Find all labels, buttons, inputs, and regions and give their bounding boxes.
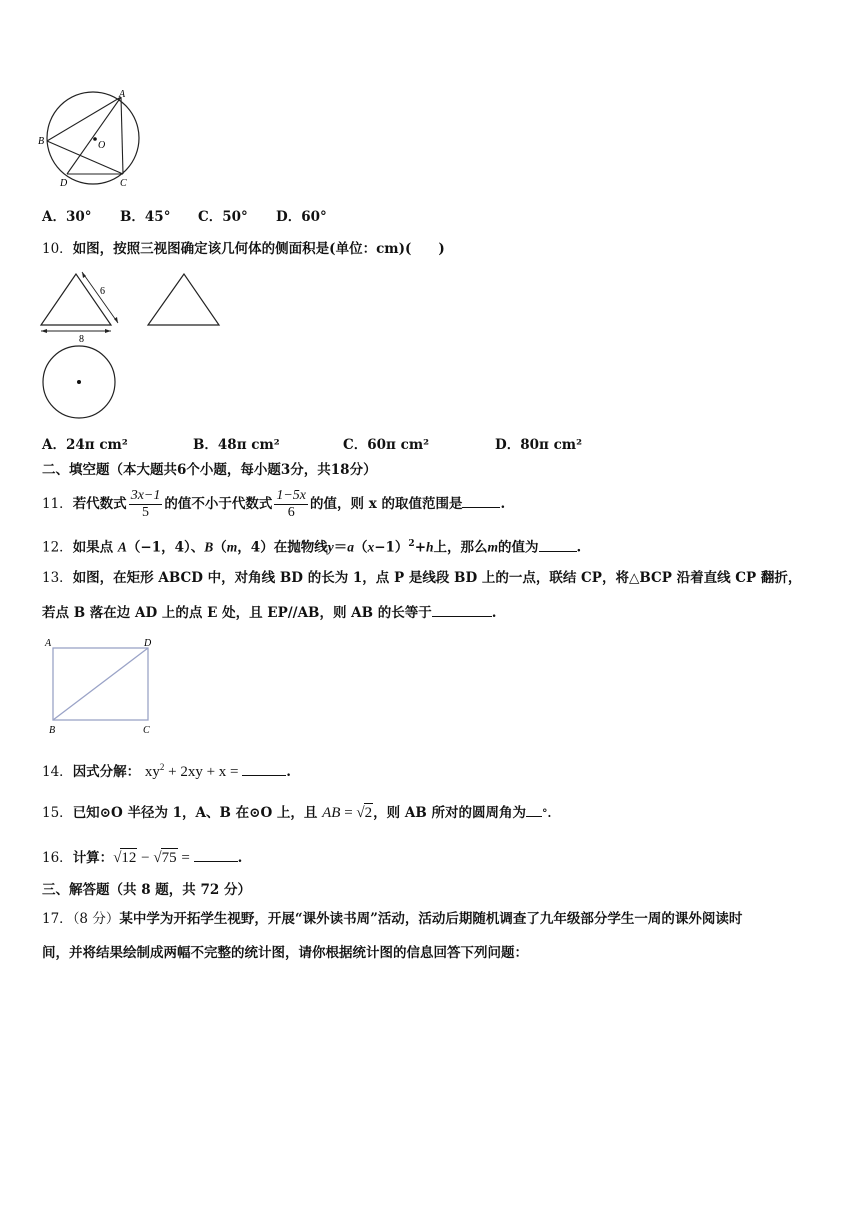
q16-answer-blank[interactable]	[194, 848, 238, 862]
base-length-label: 8	[79, 334, 84, 345]
q14-expr-a: xy	[144, 764, 160, 780]
base-arrow-right	[105, 329, 111, 333]
front-view-triangle	[41, 274, 111, 325]
q10-option-c: C．60π cm²	[343, 437, 430, 453]
q14-expression	[145, 764, 242, 780]
segment-BA	[47, 97, 121, 141]
q11-text-c: 的值，则 x 的取值范围是	[310, 496, 463, 512]
side-length-label: 6	[100, 286, 105, 297]
label-D: D	[144, 638, 152, 649]
q12-coord-b-close: ，4）在抛物线	[237, 539, 328, 556]
q16-text: 计算：	[72, 850, 114, 866]
label-C: C	[120, 178, 127, 189]
q12-coord-a: （−1，4）、	[126, 539, 205, 556]
q12-h: h	[426, 539, 434, 555]
q16-question	[42, 848, 242, 867]
q9-option-d: D．60°	[276, 209, 327, 225]
q13-answer-blank[interactable]	[432, 603, 492, 617]
q14-question	[42, 758, 291, 781]
q12-point-a: A	[117, 539, 127, 555]
side-dimension-line	[82, 272, 118, 323]
q11-frac2-denominator: 6	[287, 505, 295, 520]
q11-answer-blank[interactable]	[462, 494, 500, 508]
q11-number: 11．	[42, 496, 73, 512]
q12-minus-one: −1）	[374, 539, 409, 556]
q15-expression: AB = √2	[322, 805, 373, 821]
q10-option-d: D．80π cm²	[495, 437, 582, 453]
q12-m-2: m	[487, 539, 499, 555]
q9-option-b: B．45°	[120, 209, 171, 225]
q16-end: .	[237, 850, 243, 866]
q10-three-view-figure	[36, 268, 226, 424]
q12-paren-open: （	[353, 539, 368, 556]
q12-text-a: 如果点	[72, 539, 114, 556]
q15-equals: =	[340, 805, 357, 821]
q17-line-2	[42, 944, 528, 962]
q16-root-12: 12	[121, 850, 137, 866]
circumcircle	[47, 92, 139, 184]
q11-frac2-numerator: 1−5x	[276, 488, 307, 503]
label-A: A	[45, 638, 52, 649]
q12-coord-b-open: （	[213, 539, 227, 556]
q15-text-b: ，则 AB 所对的圆周角为	[373, 805, 526, 821]
q9-option-c: C．50°	[198, 209, 248, 225]
q13-line-1	[42, 569, 801, 587]
q15-root: 2	[364, 805, 373, 821]
q12-answer-blank[interactable]	[539, 538, 577, 552]
q16-minus: −	[137, 850, 154, 866]
q10-number: 10．	[42, 241, 73, 257]
q13-line-2	[42, 603, 496, 622]
label-C: C	[143, 725, 150, 736]
q12-y: y	[327, 539, 334, 555]
q17-number: 17．	[42, 911, 73, 927]
q9-option-a: A．30°	[42, 209, 92, 225]
q16-root-75: 75	[161, 850, 177, 866]
q12-point-b: B	[204, 539, 214, 555]
q17-text-2: 间，并将结果绘制成两幅不完整的统计图，请你根据统计图的信息回答下列问题：	[42, 945, 528, 961]
q12-a: a	[347, 539, 354, 555]
q15-ab: AB	[322, 805, 341, 821]
q12-square: 2	[408, 539, 415, 549]
q12-text-b: 上，那么	[433, 539, 488, 556]
q16-number: 16．	[42, 850, 73, 866]
q13-text-2: 若点 B 落在边 AD 上的点 E 处，且 EP//AB，则 AB 的长等于	[42, 605, 432, 621]
q15-number: 15．	[42, 805, 73, 821]
q14-square: 2	[159, 762, 165, 772]
q14-end: .	[286, 764, 291, 780]
q12-x: x	[367, 539, 375, 555]
q10-text: 如图，按照三视图确定该几何体的侧面积是(单位：cm)( )	[72, 241, 445, 257]
q12-m: m	[226, 539, 238, 555]
q12-number: 12．	[42, 539, 73, 556]
q14-answer-blank[interactable]	[242, 762, 286, 776]
label-D: D	[60, 178, 68, 189]
q11-text-b: 的值不小于代数式	[164, 496, 273, 512]
q11-fraction-1	[129, 488, 163, 521]
q13-rectangle-figure	[40, 634, 160, 738]
center-point	[93, 137, 97, 141]
base-arrow-left	[41, 329, 47, 333]
diagonal-bd	[53, 648, 148, 720]
q17-line-1	[42, 910, 742, 928]
label-A: A	[119, 89, 126, 100]
q15-question	[42, 803, 551, 823]
q11-fraction-2	[274, 488, 308, 521]
q12-plus: +	[414, 539, 426, 556]
q11-frac1-numerator: 3x−1	[130, 488, 161, 503]
q11-end: .	[500, 496, 506, 512]
label-B: B	[49, 725, 56, 736]
q17-score: （8 分）	[72, 911, 120, 927]
q10-option-a: A．24π cm²	[42, 437, 128, 453]
q12-text-c: 的值为	[498, 539, 539, 556]
section-3-title: 三、解答题（共 8 题，共 72 分）	[42, 882, 251, 898]
q10-question	[42, 240, 445, 258]
q15-degree: °.	[541, 807, 552, 820]
section-2-title: 二、填空题（本大题共6个小题，每小题3分，共18分）	[42, 462, 377, 478]
q16-equals: =	[177, 850, 194, 866]
q9-circle-figure	[36, 88, 146, 192]
q14-number: 14．	[42, 764, 73, 780]
top-view-center	[77, 380, 81, 384]
q11-text-a: 若代数式	[72, 496, 127, 512]
q15-answer-blank[interactable]	[526, 803, 542, 817]
segment-DA	[67, 97, 121, 174]
q13-text-1: 如图，在矩形 ABCD 中，对角线 BD 的长为 1，点 P 是线段 BD 上的一点，联结 CP，将△BCP 沿着直线 CP 翻折，	[72, 570, 802, 586]
q17-text-1: 某中学为开拓学生视野，开展“课外读书周”活动，活动后期随机调查了九年级部分学生一周的课外阅读时	[119, 911, 743, 927]
segment-AC	[121, 97, 123, 174]
q14-expr-b: + 2xy + x =	[164, 764, 243, 780]
q10-option-b: B．48π cm²	[193, 437, 280, 453]
q13-number: 13．	[42, 570, 73, 586]
q14-text: 因式分解：	[72, 764, 141, 780]
q16-expression: √12 − √75 =	[113, 850, 194, 866]
q11-question	[42, 486, 505, 522]
label-O: O	[98, 140, 106, 151]
q12-equals: ＝	[333, 539, 348, 556]
q13-end: .	[491, 605, 497, 621]
q12-question	[42, 535, 581, 557]
q11-frac1-denominator: 5	[142, 505, 150, 520]
label-B: B	[38, 136, 45, 147]
q15-text-a: 已知⊙O 半径为 1，A、B 在⊙O 上，且	[72, 805, 318, 821]
q12-end: .	[576, 539, 582, 556]
side-view-triangle	[148, 274, 219, 325]
